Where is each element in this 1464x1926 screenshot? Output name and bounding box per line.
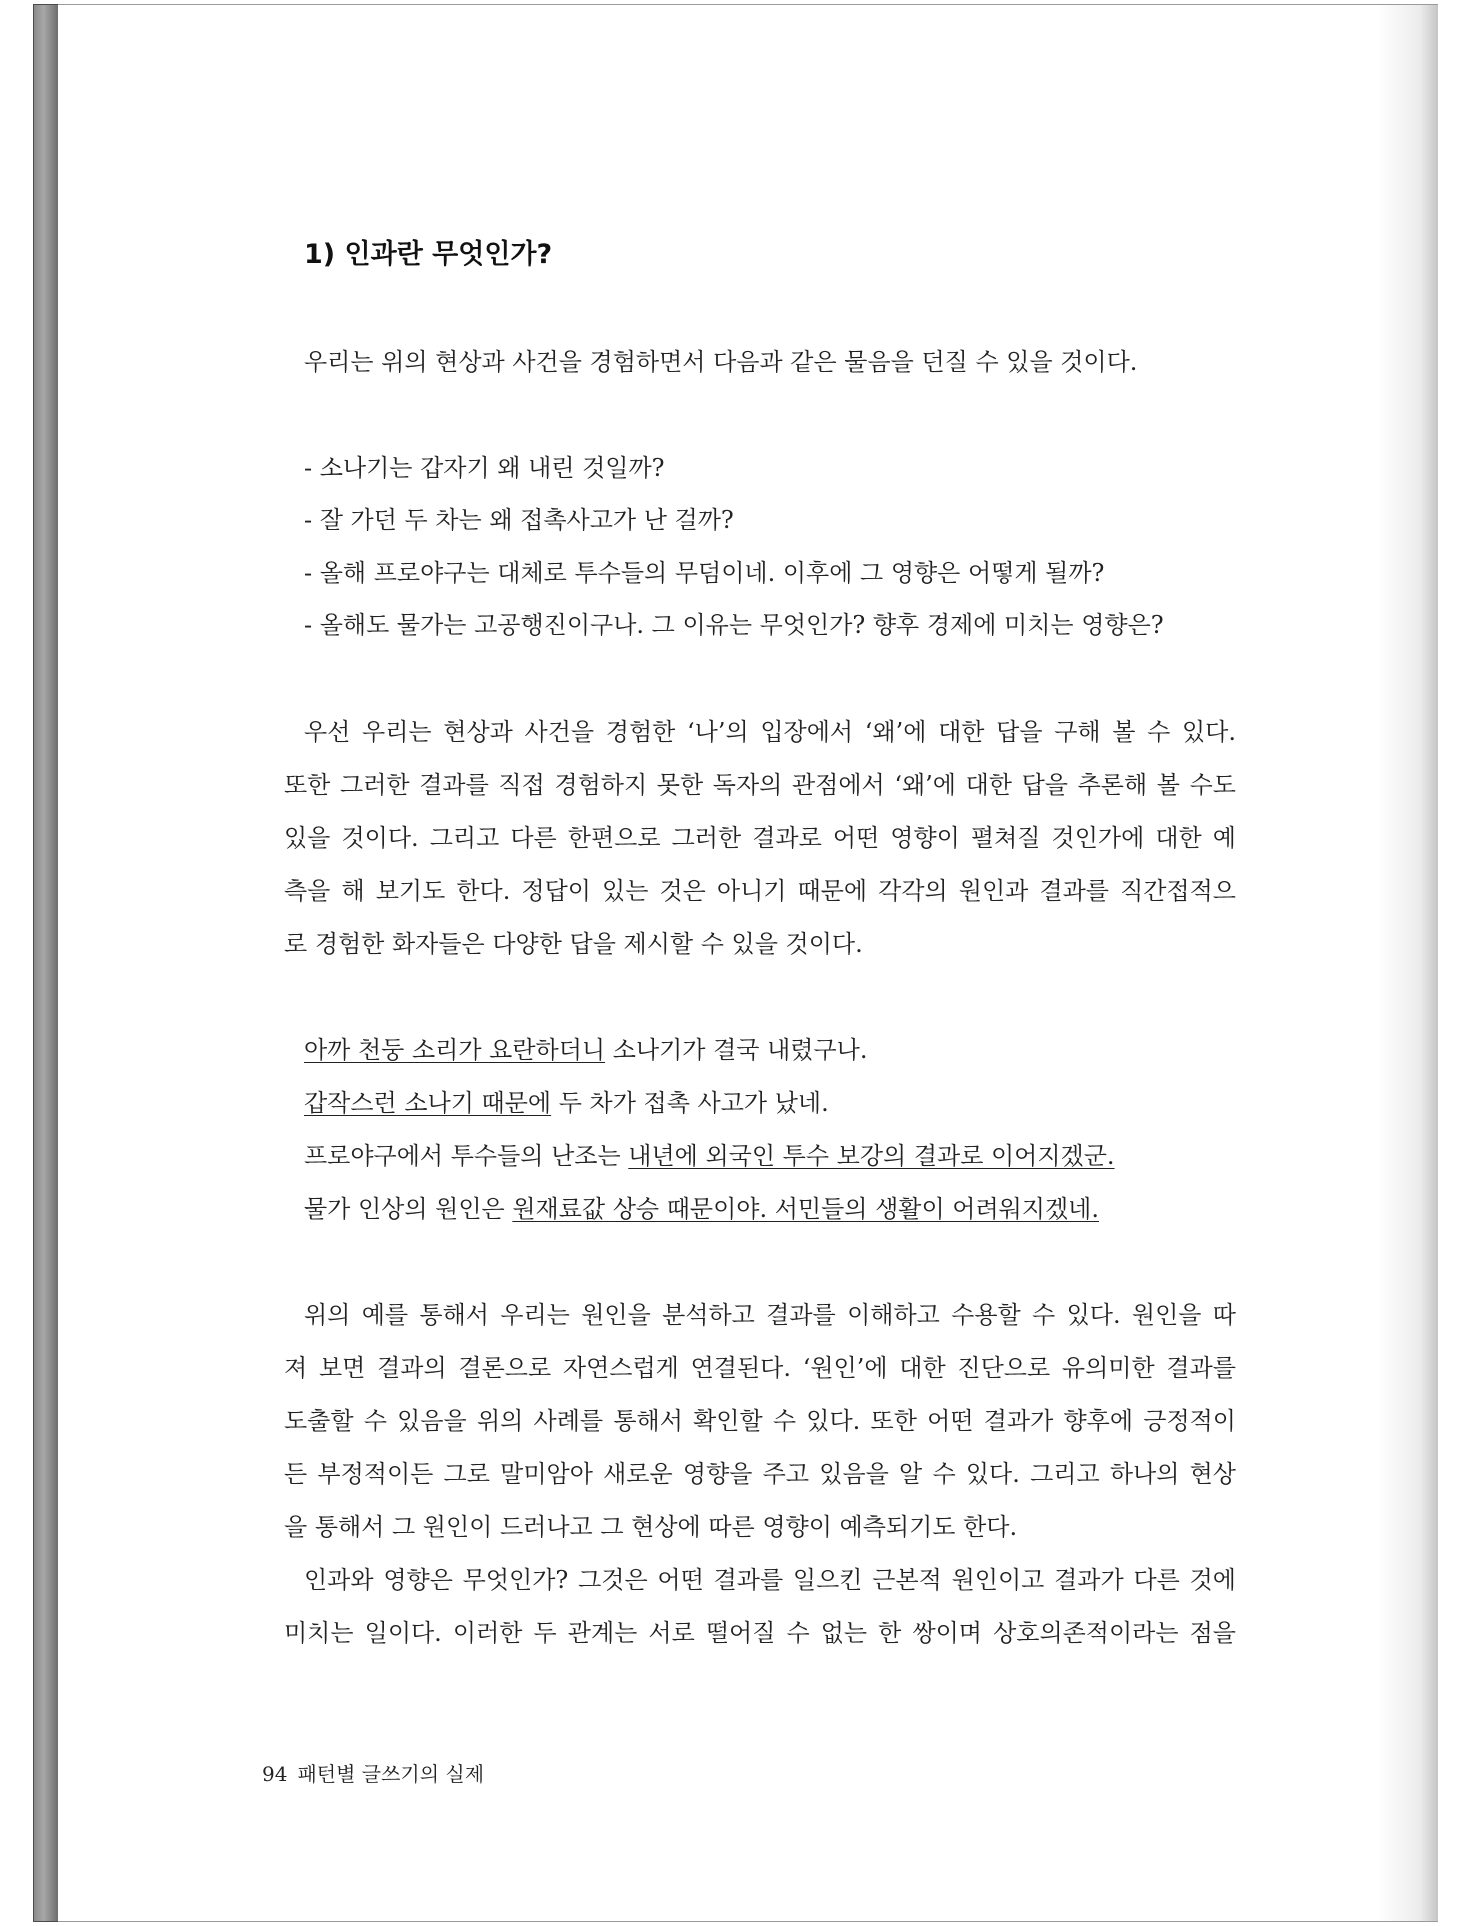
paragraph-line: 을 통해서 그 원인이 드러나고 그 현상에 따른 영향이 예측되기도 한다. [284,1513,1018,1541]
example-effect: 두 차가 접촉 사고가 났네. [551,1089,829,1117]
page-number: 94 [262,1762,288,1786]
book-spine-edge [33,4,59,1922]
paragraph-line: 든 부정적이든 그로 말미암아 새로운 영향을 주고 있음을 알 수 있다. 그리고 하나의 현상 [284,1460,1236,1488]
question-item: - 잘 가던 두 차는 왜 접촉사고가 난 걸까? [304,506,734,534]
paragraph-line: 져 보면 결과의 결론으로 자연스럽게 연결된다. ‘원인’에 대한 진단으로 유의미한 결과를 [284,1354,1236,1382]
paragraph-line: 도출할 수 있음을 위의 사례를 통해서 확인할 수 있다. 또한 어떤 결과가 향후에 긍정적이 [284,1407,1236,1435]
example-sentence [304,1030,867,1065]
paragraph-line: 미치는 일이다. 이러한 두 관계는 서로 떨어질 수 없는 한 쌍이며 상호의존적이라는 점을 [284,1619,1236,1647]
example-cause-underlined: 아까 천둥 소리가 요란하더니 [304,1036,606,1064]
question-item: - 올해 프로야구는 대체로 투수들의 무덤이네. 이후에 그 영향은 어떻게 될까? [304,559,1105,587]
intro-sentence: 우리는 위의 현상과 사건을 경험하면서 다음과 같은 물음을 던질 수 있을 것이다. [304,348,1138,376]
book-title: 패턴별 글쓰기의 실제 [297,1762,485,1786]
section-heading: 1) 인과란 무엇인가? [304,239,553,270]
page-footer [262,1758,484,1787]
example-sentence [304,1189,1099,1224]
paragraph-line: 로 경험한 화자들은 다양한 답을 제시할 수 있을 것이다. [284,930,863,958]
example-sentence [304,1083,829,1118]
paragraph-line: 인과와 영향은 무엇인가? 그것은 어떤 결과를 일으킨 근본적 원인이고 결과가 다른 것에 [304,1566,1236,1594]
example-sentence [304,1136,1115,1171]
paragraph-line: 또한 그러한 결과를 직접 경험하지 못한 독자의 관점에서 ‘왜’에 대한 답을 추론해 볼 수도 [284,771,1236,799]
example-effect: 소나기가 결국 내렸구나. [605,1036,868,1064]
question-item: - 올해도 물가는 고공행진이구나. 그 이유는 무엇인가? 향후 경제에 미치는 영향은? [304,611,1164,639]
paragraph-line: 우선 우리는 현상과 사건을 경험한 ‘나’의 입장에서 ‘왜’에 대한 답을 구해 볼 수 있다. [304,718,1236,746]
question-item: - 소나기는 갑자기 왜 내린 것일까? [304,454,665,482]
page-curl-shadow [1378,5,1438,1921]
example-effect-underlined: 내년에 외국인 투수 보강의 결과로 이어지겠군. [628,1142,1115,1170]
example-cause: 물가 인상의 원인은 [304,1195,513,1223]
example-cause-underlined: 갑작스런 소나기 때문에 [304,1089,552,1117]
example-effect-underlined: 원재료값 상승 때문이야. 서민들의 생활이 어려워지겠네. [512,1195,1099,1223]
paragraph-line: 위의 예를 통해서 우리는 원인을 분석하고 결과를 이해하고 수용할 수 있다. 원인을 따 [304,1301,1236,1329]
example-cause: 프로야구에서 투수들의 난조는 [304,1142,629,1170]
paragraph-line: 있을 것이다. 그리고 다른 한편으로 그러한 결과로 어떤 영향이 펼쳐질 것인가에 대한 예 [284,824,1236,852]
paragraph-line: 측을 해 보기도 한다. 정답이 있는 것은 아니기 때문에 각각의 원인과 결과를 직간접적으 [284,877,1236,905]
